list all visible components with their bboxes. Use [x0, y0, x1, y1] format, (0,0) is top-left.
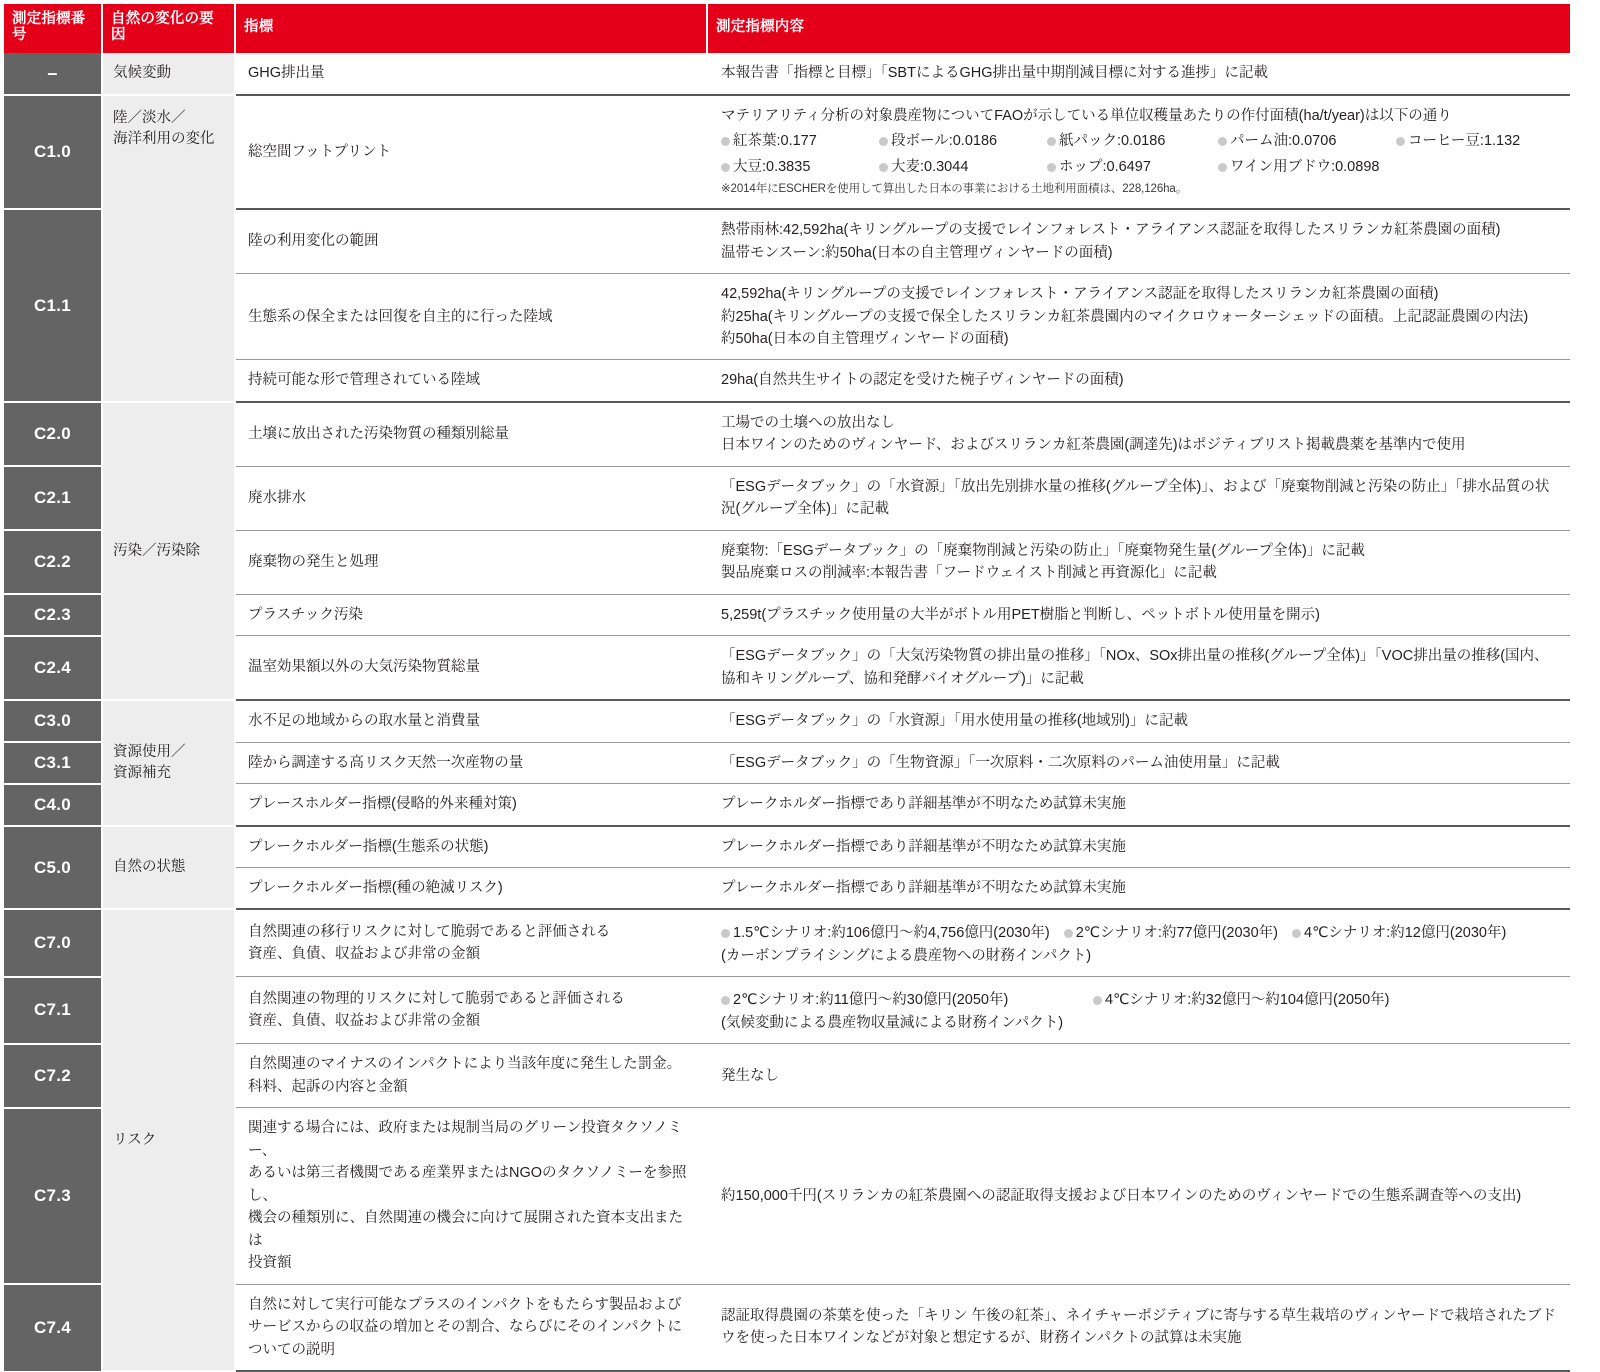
- row-indicator: [235, 1108, 707, 1284]
- bullet-grid: [721, 922, 1558, 944]
- row-indicator: [235, 977, 707, 1044]
- bullet-dot-icon: [721, 929, 730, 938]
- row-content: 29ha(自然共生サイトの認定を受けた椀子ヴィンヤードの面積): [707, 360, 1570, 402]
- indicator-line: 資産、負債、収益および非常の金額: [248, 946, 480, 963]
- table-row: [4, 784, 1570, 826]
- table-row: [4, 274, 1570, 360]
- row-code: C7.3: [4, 1108, 102, 1284]
- bullet-item: ワイン用ブドウ:0.0898: [1218, 156, 1379, 178]
- row-indicator: プレークホルダー指標(種の絶滅リスク): [235, 868, 707, 910]
- row-code: C4.0: [4, 784, 102, 826]
- row-driver: 気候変動: [102, 53, 235, 95]
- row-content: [707, 402, 1570, 466]
- driver-line-1: 資源使用／: [113, 743, 186, 760]
- row-indicator: 陸の利用変化の範囲: [235, 209, 707, 273]
- row-indicator: 生態系の保全または回復を自主的に行った陸域: [235, 274, 707, 360]
- row-content: 認証取得農園の茶葉を使った「キリン 午後の紅茶」、ネイチャーポジティブに寄与する草生栽培のヴィンヤードで栽培されたブドウを使った日本ワインなどが対象と想定するが、財務インパクトの試算は未実施: [707, 1284, 1570, 1371]
- table-header: [4, 4, 1570, 53]
- bullet-item: 2℃シナリオ:約77億円(2030年): [1064, 922, 1278, 944]
- bullet-grid: [721, 989, 1558, 1011]
- header-indicator: 指標: [235, 4, 707, 53]
- content-line: 約50ha(日本の自主管理ヴィンヤードの面積): [721, 330, 1009, 347]
- metrics-table: [4, 4, 1570, 1372]
- row-code: C2.3: [4, 594, 102, 635]
- metrics-table-page: [0, 4, 1600, 1358]
- row-driver: 汚染／汚染除: [102, 402, 235, 700]
- bullet-item: コーヒー豆:1.132: [1396, 130, 1520, 152]
- header-driver: 自然の変化の要因: [102, 4, 235, 53]
- row-driver: [102, 95, 235, 402]
- content-tail: (カーボンプライシングによる農産物への財務インパクト): [721, 947, 1092, 964]
- table-row: [4, 868, 1570, 910]
- table-row: [4, 360, 1570, 402]
- indicator-line: 自然関連の移行リスクに対して脆弱であると評価される: [248, 923, 611, 940]
- row-code: C7.1: [4, 977, 102, 1044]
- row-indicator: プレースホルダー指標(侵略的外来種対策): [235, 784, 707, 826]
- table-body: [4, 53, 1570, 1371]
- row-code: C3.1: [4, 742, 102, 783]
- row-content: 「ESGデータブック」の「大気汚染物質の排出量の推移」「NOx、SOx排出量の推移(グループ全体)」「VOC排出量の推移(国内、協和キリングループ、協和発酵バイオグループ)」に記載: [707, 636, 1570, 700]
- row-indicator: 持続可能な形で管理されている陸域: [235, 360, 707, 402]
- row-code: C1.1: [4, 209, 102, 402]
- driver-line-2: 資源補充: [113, 764, 171, 781]
- row-content: [707, 977, 1570, 1044]
- row-indicator: [235, 1284, 707, 1371]
- row-code: C2.0: [4, 402, 102, 466]
- content-line: 42,592ha(キリングループの支援でレインフォレスト・アライアンス認証を取得したスリランカ紅茶農園の面積): [721, 286, 1439, 303]
- table-row: [4, 95, 1570, 209]
- table-row: [4, 209, 1570, 273]
- indicator-line: 自然関連の物理的リスクに対して脆弱であると評価される: [248, 990, 625, 1007]
- row-code: C1.0: [4, 95, 102, 209]
- row-content: 「ESGデータブック」の「水資源」「用水使用量の推移(地域別)」に記載: [707, 700, 1570, 742]
- table-row: [4, 53, 1570, 95]
- bullet-item: 段ボール:0.0186: [879, 130, 1047, 152]
- content-line: 廃棄物:「ESGデータブック」の「廃棄物削減と汚染の防止」「廃棄物発生量(グループ全体)」に記載: [721, 542, 1365, 559]
- row-indicator: GHG排出量: [235, 53, 707, 95]
- row-code: C2.4: [4, 636, 102, 700]
- content-line: 熱帯雨林:42,592ha(キリングループの支援でレインフォレスト・アライアンス認証を取得したスリランカ紅茶農園の面積): [721, 222, 1501, 239]
- bullet-dot-icon: [721, 996, 730, 1005]
- bullet-grid: [721, 130, 1558, 178]
- row-indicator: 水不足の地域からの取水量と消費量: [235, 700, 707, 742]
- row-content: プレークホルダー指標であり詳細基準が不明なため試算未実施: [707, 784, 1570, 826]
- row-driver: [102, 700, 235, 825]
- driver-line-1: 陸／淡水／: [113, 109, 186, 126]
- bullet-item: パーム油:0.0706: [1218, 130, 1396, 152]
- row-driver: 自然の状態: [102, 826, 235, 910]
- bullet-item: 2℃シナリオ:約11億円〜約30億円(2050年): [721, 989, 1093, 1011]
- row-indicator: [235, 1044, 707, 1108]
- bullet-dot-icon: [879, 163, 888, 172]
- indicator-line: 自然に対して実行可能なプラスのインパクトをもたらす製品および: [248, 1296, 682, 1313]
- row-code: C7.2: [4, 1044, 102, 1108]
- row-code: C2.1: [4, 466, 102, 530]
- bullet-dot-icon: [1093, 996, 1102, 1005]
- row-content: 「ESGデータブック」の「水資源」「放出先別排水量の推移(グループ全体)」、および「廃棄物削減と汚染の防止」「排水品質の状況(グループ全体)」に記載: [707, 466, 1570, 530]
- bullet-dot-icon: [879, 137, 888, 146]
- row-code: C7.0: [4, 909, 102, 976]
- row-indicator: 廃水排水: [235, 466, 707, 530]
- table-row: [4, 1044, 1570, 1108]
- content-line: 工場での土壌への放出なし: [721, 414, 895, 431]
- row-indicator: 土壌に放出された汚染物質の種類別総量: [235, 402, 707, 466]
- row-indicator: 総空間フットプリント: [235, 95, 707, 209]
- bullet-dot-icon: [1292, 929, 1301, 938]
- bullet-item: 4℃シナリオ:約12億円(2030年): [1292, 922, 1506, 944]
- bullet-dot-icon: [1064, 929, 1073, 938]
- indicator-line: ついての説明: [248, 1341, 335, 1358]
- row-code: C5.0: [4, 826, 102, 910]
- table-row: [4, 530, 1570, 594]
- bullet-item: 大豆:0.3835: [721, 156, 879, 178]
- row-content: 本報告書「指標と目標」「SBTによるGHG排出量中期削減目標に対する進捗」に記載: [707, 53, 1570, 95]
- table-row: [4, 466, 1570, 530]
- content-tail: (気候変動による農産物収量減による財務インパクト): [721, 1014, 1064, 1031]
- header-row: [4, 4, 1570, 53]
- header-code: 測定指標番号: [4, 4, 102, 53]
- table-row: [4, 1284, 1570, 1371]
- table-row: [4, 742, 1570, 783]
- row-code: C2.2: [4, 530, 102, 594]
- content-intro: マテリアリティ分析の対象農産物についてFAOが示している単位収穫量あたりの作付面積(ha/t/year)は以下の通り: [721, 107, 1452, 124]
- row-content: 約150,000千円(スリランカの紅茶農園への認証取得支援および日本ワインのためのヴィンヤードでの生態系調査等への支出): [707, 1108, 1570, 1284]
- content-line: 温帯モンスーン:約50ha(日本の自主管理ヴィンヤードの面積): [721, 244, 1113, 261]
- bullet-item: 1.5℃シナリオ:約106億円〜約4,756億円(2030年): [721, 922, 1050, 944]
- row-indicator: 温室効果額以外の大気汚染物質総量: [235, 636, 707, 700]
- bullet-dot-icon: [721, 137, 730, 146]
- indicator-line: 投資額: [248, 1255, 292, 1272]
- table-row: [4, 977, 1570, 1044]
- bullet-item: 紙パック:0.0186: [1047, 130, 1218, 152]
- row-code: C7.4: [4, 1284, 102, 1371]
- row-content: [707, 209, 1570, 273]
- row-driver: リスク: [102, 909, 235, 1371]
- bullet-row: [721, 156, 1558, 178]
- indicator-line: 自然関連のマイナスのインパクトにより当該年度に発生した罰金。: [248, 1056, 682, 1073]
- table-row: [4, 909, 1570, 976]
- bullet-item: 大麦:0.3044: [879, 156, 1047, 178]
- table-row: [4, 1108, 1570, 1284]
- content-line: 製品廃棄ロスの削減率:本報告書「フードウェイスト削減と再資源化」に記載: [721, 565, 1217, 582]
- row-indicator: 廃棄物の発生と処理: [235, 530, 707, 594]
- row-indicator: プレークホルダー指標(生態系の状態): [235, 826, 707, 868]
- table-row: [4, 700, 1570, 742]
- bullet-item: 紅茶葉:0.177: [721, 130, 879, 152]
- row-content: プレークホルダー指標であり詳細基準が不明なため試算未実施: [707, 868, 1570, 910]
- table-row: [4, 636, 1570, 700]
- table-row: [4, 594, 1570, 635]
- bullet-item: ホップ:0.6497: [1047, 156, 1218, 178]
- row-content: プレークホルダー指標であり詳細基準が不明なため試算未実施: [707, 826, 1570, 868]
- row-content: [707, 909, 1570, 976]
- row-content: 発生なし: [707, 1044, 1570, 1108]
- content-line: 日本ワインのためのヴィンヤード、およびスリランカ紅茶農園(調達先)はポジティブリスト掲載農薬を基準内で使用: [721, 437, 1466, 454]
- header-content: 測定指標内容: [707, 4, 1570, 53]
- bullet-dot-icon: [1218, 163, 1227, 172]
- indicator-line: 関連する場合には、政府または規制当局のグリーン投資タクソノミー、: [248, 1120, 683, 1159]
- row-content: [707, 274, 1570, 360]
- bullet-row: [721, 922, 1558, 944]
- indicator-line: あるいは第三者機関である産業界またはNGOのタクソノミーを参照し、: [248, 1165, 687, 1204]
- bullet-dot-icon: [1396, 137, 1405, 146]
- content-note: ※2014年にESCHERを使用して算出した日本の事業における土地利用面積は、228,126ha。: [721, 183, 1188, 196]
- table-row: [4, 402, 1570, 466]
- driver-line-2: 海洋利用の変化: [113, 130, 215, 147]
- indicator-line: 科料、起訴の内容と金額: [248, 1078, 408, 1095]
- indicator-line: 資産、負債、収益および非常の金額: [248, 1013, 480, 1030]
- row-code: C3.0: [4, 700, 102, 742]
- indicator-line: サービスからの収益の増加とその割合、ならびにそのインパクトに: [248, 1319, 682, 1336]
- row-indicator: 陸から調達する高リスク天然一次産物の量: [235, 742, 707, 783]
- row-content: 「ESGデータブック」の「生物資源」「一次原料・二次原料のパーム油使用量」に記載: [707, 742, 1570, 783]
- row-content: [707, 530, 1570, 594]
- row-code: –: [4, 53, 102, 95]
- indicator-line: 機会の種類別に、自然関連の機会に向けて展開された資本支出または: [248, 1210, 683, 1249]
- content-line: 約25ha(キリングループの支援で保全したスリランカ紅茶農園内のマイクロウォーターシェッドの面積。上記認証農園の内法): [721, 308, 1529, 325]
- bullet-row: [721, 130, 1558, 152]
- bullet-dot-icon: [721, 163, 730, 172]
- row-content: [707, 95, 1570, 209]
- bullet-item: 4℃シナリオ:約32億円〜約104億円(2050年): [1093, 989, 1389, 1011]
- bullet-dot-icon: [1218, 137, 1227, 146]
- row-indicator: [235, 909, 707, 976]
- table-row: [4, 826, 1570, 868]
- bullet-dot-icon: [1047, 137, 1056, 146]
- row-content: 5,259t(プラスチック使用量の大半がボトル用PET樹脂と判断し、ペットボトル使用量を開示): [707, 594, 1570, 635]
- bullet-row: [721, 989, 1558, 1011]
- bullet-dot-icon: [1047, 163, 1056, 172]
- row-indicator: プラスチック汚染: [235, 594, 707, 635]
